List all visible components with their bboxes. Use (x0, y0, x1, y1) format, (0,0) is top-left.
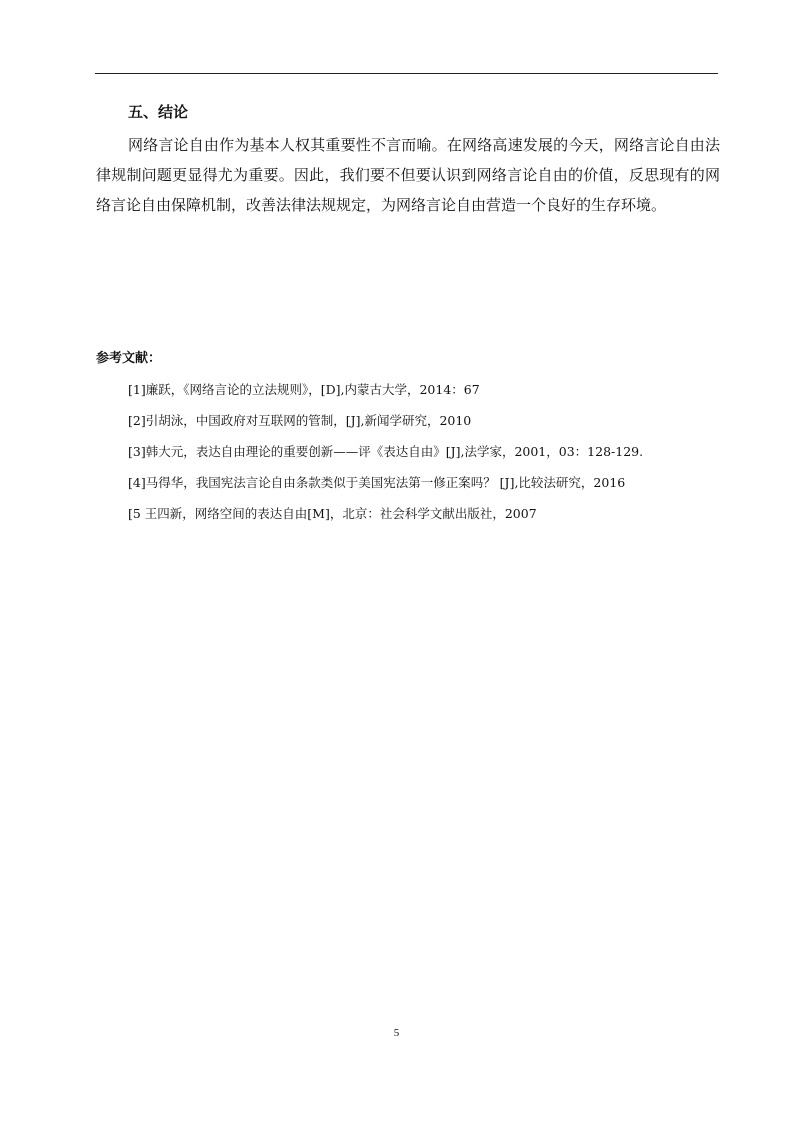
reference-item-3: [3]韩大元，表达自由理论的重要创新——评《表达自由》[J],法学家，2001，03：128-129. (128, 444, 644, 459)
page-number: 5 (393, 1027, 400, 1039)
conclusion-paragraph: 网络言论自由作为基本人权其重要性不言而喻。在网络高速发展的今天，网络言论自由法律规制问题更显得尤为重要。因此，我们要不但要认识到网络言论自由的价值，反思现有的网络言论自由保障机制，改善法律法规规定，为网络言论自由营造一个良好的生存环境。 (96, 136, 720, 214)
header-rule (95, 73, 718, 74)
reference-item-4: [4]马得华，我国宪法言论自由条款类似于美国宪法第一修正案吗？ [J],比较法研究，2016 (128, 475, 626, 490)
reference-list (128, 380, 643, 535)
references-heading: 参考文献： (96, 351, 162, 366)
reference-item-1: [1]廉跃，《网络言论的立法规则》，[D],内蒙古大学，2014：67 (128, 382, 480, 397)
section-heading: 五、结论 (128, 103, 189, 121)
reference-item-2: [2]引胡泳，中国政府对互联网的管制，[J],新闻学研究，2010 (128, 413, 472, 428)
reference-item-5: [5 王四新，网络空间的表达自由[M]，北京：社会科学文献出版社，2007 (128, 506, 537, 521)
